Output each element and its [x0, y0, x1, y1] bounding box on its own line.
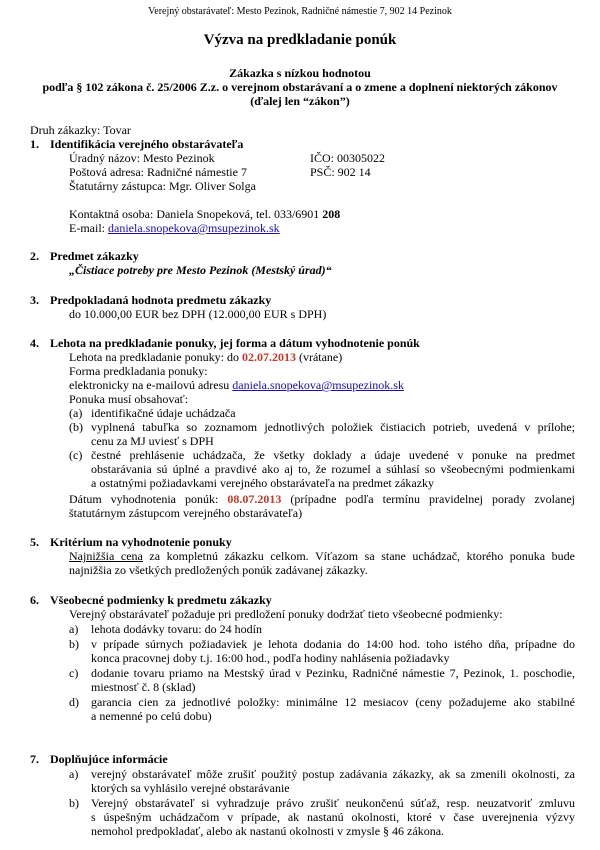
kriterium-line2: najnižšia zo všetkých predložených ponúk zadávanej zákazky.	[69, 563, 368, 577]
elektronicky-label: elektronicky na e-mailovú adresu	[69, 378, 233, 392]
section-6-number: 6.	[30, 593, 39, 607]
section-5-heading: Kritérium na vyhodnotenie ponuky	[50, 535, 232, 549]
item-6c-line2: miestnosť č. 8 (sklad)	[91, 680, 196, 694]
item-7a-label: a)	[69, 767, 79, 781]
item-4c-line2: obstarávania sú úplné a pravdivé ako aj to, že rozumel a súhlasí so všeobecnými podmienkami	[91, 462, 575, 476]
item-7b-label: b)	[69, 796, 79, 810]
section-2-number: 2.	[30, 249, 39, 263]
statutarny-zastupca: Štatutárny zástupca: Mgr. Oliver Solga	[69, 179, 256, 193]
section-1-number: 1.	[30, 137, 39, 151]
kontakt-ext: 208	[319, 207, 341, 221]
item-4c-line1: čestné prehlásenie uchádzača, že všetky doklady a údaje uvedené v ponuke na predmet	[91, 448, 575, 462]
section-1-heading: Identifikácia verejného obstarávateľa	[50, 137, 244, 151]
lehota-label: Lehota na predkladanie ponuky: do	[69, 350, 242, 364]
subtitle-1: Zákazka s nízkou hodnotou	[229, 66, 371, 80]
section-4-heading: Lehota na predkladanie ponuky, jej forma a dátum vyhodnotenie ponúk	[50, 336, 420, 350]
predmet-zakazky: „Čistiace potreby pre Mesto Pezinok (Mestský úrad)“	[69, 263, 332, 277]
datum-vyhodnotenia-line	[69, 492, 575, 507]
item-7b-line3: nemohol predpokladať, alebo ak nastanú okolnosti v zmysle § 46 zákona.	[91, 824, 445, 838]
item-6b-line1: v prípade súrnych požiadaviek je lehota dodania do 14:00 hod. toho istého dňa, prípadne do	[91, 637, 575, 651]
item-4b-line2: cenu za MJ uviesť s DPH	[91, 434, 214, 448]
item-7b-line1: Verejný obstarávateľ si vyhradzuje právo zrušiť neukončenú súťaž, resp. neuzatvoriť zmluvu	[91, 796, 575, 810]
item-6c-label: c)	[69, 666, 79, 680]
item-7b-line2: s úspešným uchádzačom v prípade, ak nastanú okolnosti, ktoré v čase uverejnenia výzvy	[91, 810, 575, 824]
uradny-nazov: Úradný názov: Mesto Pezinok	[69, 151, 215, 165]
item-7a-line2: ktorých sa vyhlásilo verejné obstarávanie	[91, 781, 290, 795]
datum-label: Dátum vyhodnotenia ponúk:	[69, 492, 228, 506]
subtitle-3: (ďalej len “zákon”)	[250, 94, 350, 108]
elektronicky-email-link[interactable]: daniela.snopekova@msupezinok.sk	[232, 378, 404, 392]
section-3-heading: Predpokladaná hodnota predmetu zákazky	[50, 293, 272, 307]
item-4a-label: (a)	[69, 406, 83, 420]
section-4-number: 4.	[30, 336, 39, 350]
datum-line2: štatutárnym zástupcom verejného obstarávateľa)	[69, 506, 303, 520]
ico: IČO: 00305022	[310, 151, 385, 165]
item-6d-label: d)	[69, 695, 79, 709]
email-line	[69, 221, 280, 236]
subtitle-2: podľa § 102 zákona č. 25/2006 Z.z. o verejnom obstarávaní a o zmene a doplnení niektorých zákonov	[42, 80, 558, 94]
item-6d-line1: garancia cien za jednotlivé položky: minimálne 12 mesiacov (ceny požadujeme ako stabilné	[91, 695, 575, 709]
item-4c-line3: a ostatnými požiadavkami verejného obstarávateľa na predmet zákazky	[91, 476, 435, 490]
item-6b-line2: konca pracovnej doby t.j. 16:00 hod., podľa hodiny nahlásenia požiadavky	[91, 651, 450, 665]
section-6-heading: Všeobecné podmienky k predmetu zákazky	[50, 593, 272, 607]
section-2-heading: Predmet zákazky	[50, 249, 139, 263]
podmienky-intro: Verejný obstarávateľ požaduje pri predložení ponuky dodržať tieto všeobecné podmienky:	[69, 607, 503, 621]
ponuka-obsahovat: Ponuka musí obsahovať:	[69, 392, 189, 406]
section-7-heading: Doplňujúce informácie	[50, 752, 168, 766]
item-4c-label: (c)	[69, 448, 83, 462]
email-link[interactable]: daniela.snopekova@msupezinok.sk	[108, 221, 280, 235]
datum-date: 08.07.2013	[227, 492, 282, 506]
item-6d-line2: a nemenné po celú dobu)	[91, 709, 212, 723]
section-7-number: 7.	[30, 752, 39, 766]
predpokladana-hodnota: do 10.000,00 EUR bez DPH (12.000,00 EUR s DPH)	[69, 307, 327, 321]
lehota-date: 02.07.2013	[241, 350, 296, 364]
druh-zakazky: Druh zákazky: Tovar	[30, 123, 131, 137]
datum-post: (prípadne podľa termínu pravidelnej porady zvolanej	[281, 492, 575, 506]
kontakt-text: Kontaktná osoba: Daniela Snopeková, tel. 033/6901	[69, 207, 320, 221]
section-5-number: 5.	[30, 535, 39, 549]
item-6c-line1: dodanie tovaru priamo na Mestský úrad v Pezinku, Radničné námestie 7, Pezinok, 1. poschodie,	[91, 666, 575, 680]
lehota-line	[69, 350, 342, 365]
psc: PSČ: 902 14	[310, 165, 371, 179]
kontaktna-osoba	[69, 207, 340, 222]
item-4b-label: (b)	[69, 420, 83, 434]
elektronicky-line	[69, 378, 404, 393]
najnizsia-cena: Najnižšia cena	[69, 549, 143, 563]
item-4b-line1: vyplnená tabuľka so zoznamom jednotlivých položiek čistiacich potrieb, uvedená v prílohe;	[91, 420, 575, 434]
section-3-number: 3.	[30, 293, 39, 307]
forma-predkladania: Forma predkladania ponuky:	[69, 364, 208, 378]
postova-adresa: Poštová adresa: Radničné námestie 7	[69, 165, 247, 179]
item-6a-text: lehota dodávky tovaru: do 24 hodín	[91, 622, 262, 636]
lehota-post: (vrátane)	[295, 350, 343, 364]
item-6a-label: a)	[69, 622, 79, 636]
header-line: Verejný obstarávateľ: Mesto Pezinok, Radničné námestie 7, 902 14 Pezinok	[148, 6, 452, 17]
kriterium-line1	[69, 549, 575, 564]
item-7a-line1: verejný obstarávateľ môže zrušiť použitý postup zadávania zákazky, ak sa zmenili okolnosti, za	[91, 767, 575, 781]
page-title: Výzva na predkladanie ponúk	[203, 32, 397, 48]
kriterium-rest: za kompletnú zákazku celkom. Víťazom sa stane uchádzač, ktorého ponuka bude	[142, 549, 576, 563]
email-label: E-mail:	[69, 221, 105, 235]
item-6b-label: b)	[69, 637, 79, 651]
item-4a-text: identifikačné údaje uchádzača	[91, 406, 236, 420]
